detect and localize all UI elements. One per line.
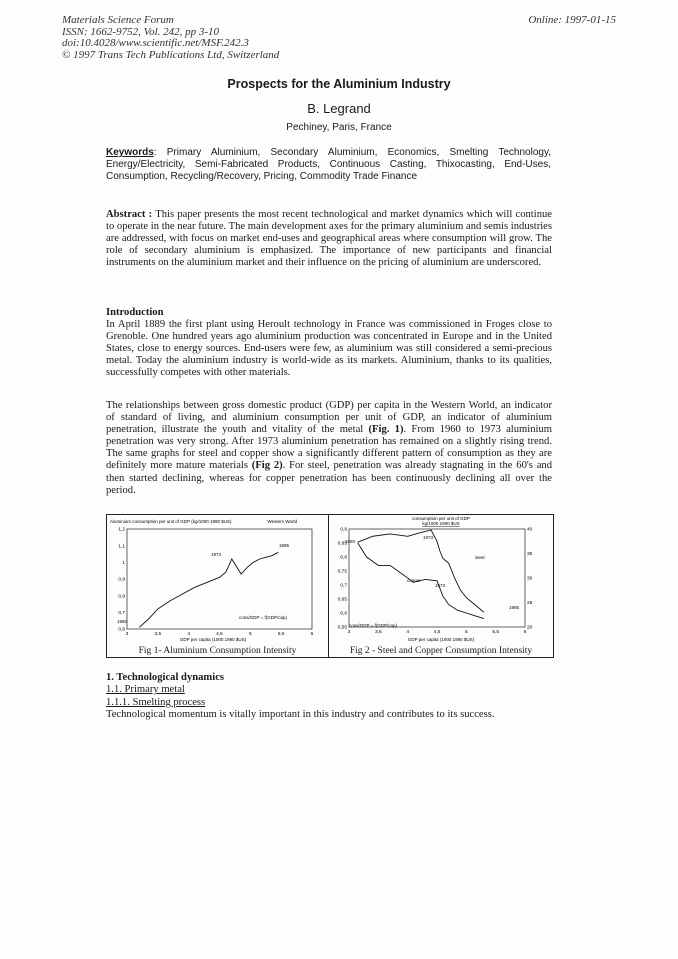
chart2-ytick-label: 0,7 [340, 583, 347, 589]
chart2-label-steel: steel [475, 555, 485, 560]
intro-p2-text-c: . For steel, penetration was already stagnating in the 60's and then started declining, whereas for copper penetration has been continuously declining all over the period. [106, 460, 553, 496]
chart2-xtick-label: 4 [406, 630, 410, 635]
chart1-title: Western World [267, 519, 297, 524]
chart1-xtick-label: 3,5 [154, 632, 162, 637]
paper-author: B. Legrand [307, 101, 371, 116]
chart2-xtick-label: 5 [464, 630, 468, 635]
chart1-formula: cons/GDP = f(GDP/cap) [239, 615, 288, 620]
figure-1-caption: Fig 1- Aluminium Consumption Intensity [138, 646, 297, 656]
chart2-series-steel [358, 530, 484, 612]
introduction-paragraph-2 [106, 400, 552, 497]
chart2-ytick-right-label: 40 [527, 527, 533, 533]
chart2-label-1995: 1995 [509, 605, 520, 610]
introduction-title: Introduction [106, 307, 164, 318]
chart1-xtick-label: 5 [248, 632, 252, 637]
chart1-ylabel: Aluminium consumption per unit of GDP (kg/1000 1990 $US) [110, 519, 232, 524]
chart2-label-1960: 1960 [345, 539, 356, 544]
chart2-xtick-label: 5,5 [492, 630, 500, 635]
keywords-block [106, 147, 551, 182]
chart2-ytick-label: 0,55 [337, 625, 347, 631]
chart1-xtick-label: 3 [125, 632, 129, 637]
chart1-ytick-label: 1,2 [118, 527, 125, 533]
chart2-label-1973-top: 1973 [423, 535, 434, 540]
paper-affiliation: Pechiney, Paris, France [286, 122, 392, 133]
chart1-xlabel: GDP per capita (1000 1990 $US) [179, 637, 247, 642]
chart2-xtick-label: 6 [523, 630, 527, 635]
section-1-1-1-heading: 1.1.1. Smelting process [106, 697, 206, 708]
figure-2 [329, 515, 553, 657]
chart2-ytick-label: 0,8 [340, 555, 347, 561]
introduction-paragraph-1: In April 1889 the first plant using Heroult technology in France was commissioned in Froges close to Grenoble. One hundred years ago aluminium production was concentrated in Europe and in the United States, close to energy sources. End-users were few, as aluminium was still considered a semi-precious metal. Today the aluminium industry is world-wide as its markets. Aluminium, thanks to its qualities, successfully competes with other materials. [106, 319, 552, 379]
chart1-ytick-label: 0,8 [118, 594, 125, 600]
chart2-formula: cons/GDP = f(GDP/cap) [349, 623, 398, 628]
chart-steel-copper-intensity [329, 515, 553, 643]
fig1-reference: (Fig. 1) [368, 424, 404, 436]
chart1-xtick-label: 4,5 [216, 632, 223, 637]
chart1-ytick-label: 1,1 [118, 544, 125, 550]
journal-header [62, 15, 279, 61]
chart2-ytick-right-label: 25 [527, 601, 533, 607]
chart2-xtick-label: 3,5 [374, 630, 382, 635]
chart2-xtick-label: 3 [347, 630, 351, 635]
figures-panel [106, 514, 554, 658]
chart2-title: consumption per unit of GDP [412, 516, 470, 521]
paper-title: Prospects for the Aluminium Industry [227, 77, 451, 91]
chart1-ytick-label: 0,6 [118, 627, 125, 633]
chart2-ytick-right-label: 35 [527, 552, 533, 558]
chart1-label-1960: 1960 [117, 619, 128, 624]
figure-1 [107, 515, 329, 657]
introduction-heading [106, 307, 552, 319]
chart2-subtitle: kg/1000 1990 $US [422, 521, 460, 526]
chart2-plot-frame [349, 529, 525, 627]
journal-copyright: © 1997 Trans Tech Publications Ltd, Switzerland [62, 48, 280, 61]
journal-issn: ISSN: 1662-9752, Vol. 242, pp 3-10 [62, 25, 220, 38]
chart1-label-1995: 1995 [279, 543, 290, 548]
abstract-label: Abstract : [106, 209, 153, 220]
chart1-ytick-label: 0,9 [118, 577, 125, 583]
section-1-1-heading: 1.1. Primary metal [106, 684, 185, 695]
chart2-ytick-label: 0,65 [337, 597, 347, 603]
section-1-text: Technological momentum is vitally important in this industry and contributes to its success. [106, 709, 495, 720]
journal-doi[interactable]: doi:10.4028/www.scientific.net/MSF.242.3 [62, 37, 249, 49]
chart2-series-copper [358, 543, 484, 619]
section-1-heading: 1. Technological dynamics [106, 672, 225, 683]
online-date: Online: 1997-01-15 [528, 14, 616, 26]
chart2-ytick-label: 0,75 [337, 569, 347, 575]
intro-p2-text-b: . From 1960 to 1973 aluminium penetration was very strong. After 1973 aluminium penetration has remained on a slightly rising trend. The same graphs for steel and copper show a significantly different pattern of consumption as they are definitely more mature materials [106, 424, 552, 472]
chart2-ytick-right-label: 30 [527, 576, 533, 582]
chart2-xtick-label: 4,5 [433, 630, 441, 635]
chart1-label-1973: 1973 [211, 552, 222, 557]
chart2-label-1973: 1973 [435, 583, 446, 588]
chart2-ytick-label: 0,85 [337, 541, 347, 547]
chart1-xtick-label: 6 [310, 632, 314, 637]
intro-p2-text-a: The relationships between gross domestic product (GDP) per capita in the Western World, an indicator of standard of living, and aluminium consumption per unit of GDP, an indicator of aluminium penetration, illustrate the youth and vitality of the metal [106, 400, 552, 436]
keywords-text: : Primary Aluminium, Secondary Aluminium, Economics, Smelting Technology, Energy/Electricity, Semi-Fabricated Products, Continuous Casting, Thixocasting, End-Uses, Consumption, Recycling/Recovery, Pricing, Commodity Trade Finance [106, 147, 551, 182]
chart1-xtick-label: 4 [187, 632, 191, 637]
chart1-ytick-label: 0,7 [118, 610, 125, 616]
abstract-text: This paper presents the most recent technological and market dynamics which will continue to operate in the near future. The main development axes for the primary aluminium and semis industries are addressed, with focus on market end-uses and geographical areas where consumption will grow. The role of secondary aluminium is emphasized. The importance of new participants and financial instruments on the aluminium market and their influence on the pricing of aluminium are underscored. [106, 209, 552, 269]
chart2-ytick-label: 0,6 [340, 611, 347, 617]
chart1-ytick-label: 1 [122, 560, 125, 566]
chart-aluminium-intensity [107, 515, 328, 643]
chart2-ytick-label: 0,9 [340, 527, 347, 533]
chart2-xlabel: GDP per capita (1000 1990 $US) [407, 637, 475, 642]
chart2-label-copper: copper [407, 578, 421, 583]
fig2-reference: (Fig 2) [251, 460, 283, 472]
figure-2-caption: Fig 2 - Steel and Copper Consumption Intensity [349, 646, 533, 656]
abstract-block [106, 209, 552, 269]
chart1-xtick-label: 5,5 [277, 632, 285, 637]
chart2-ytick-right-label: 20 [527, 625, 533, 631]
journal-name: Materials Science Forum [62, 14, 174, 26]
keywords-label: Keywords [106, 147, 154, 158]
